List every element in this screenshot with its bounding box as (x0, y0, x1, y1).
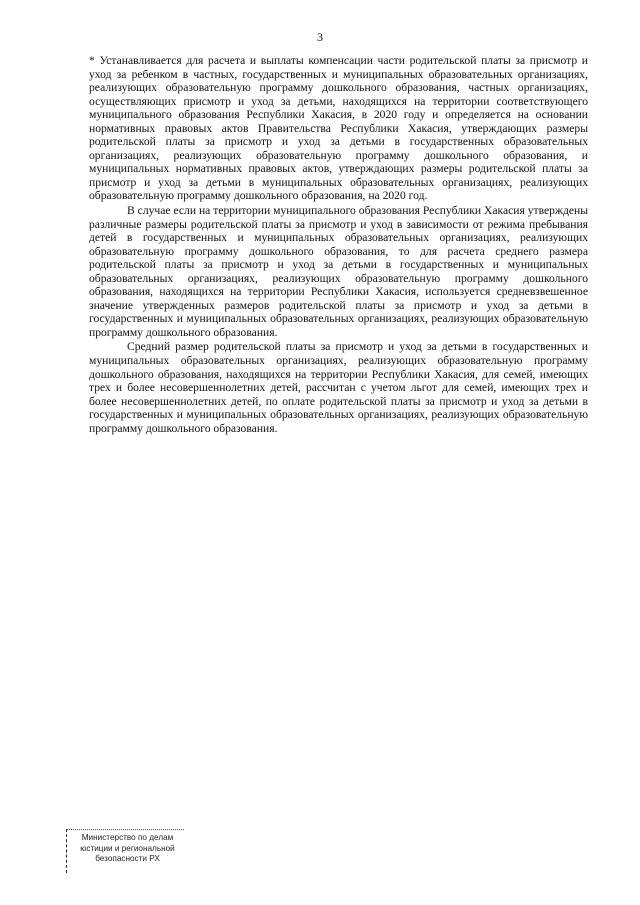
footnote-paragraph: * Устанавливается для расчета и выплаты компенсации части родительской платы за присмотр и уход за ребенком в частных, государственных и муниципальных образовательных организациях, реализующих образовательную программу дошкольного образования, частных организациях, осуществляющих присмотр и уход за детьми, находящихся на территории соответствующего муниципального образования Республики Хакасия, в 2020 году и определяется на основании нормативных правовых актов Правительства Республики Хакасия, утверждающих размеры родительской платы за присмотр и уход за детьми в государственных образовательных организациях, реализующих образовательную программу дошкольного образования, и муниципальных нормативных правовых актов, утверждающих размеры родительской платы за присмотр и уход за детьми в муниципальных образовательных организациях, реализующих образовательную программу дошкольного образования, на 2020 год. (89, 54, 588, 203)
page-number: 3 (317, 30, 323, 44)
document-body (89, 54, 588, 435)
weighted-average-paragraph: В случае если на территории муниципального образования Республики Хакасия утверждены различные размеры родительской платы за присмотр и уход в зависимости от режима пребывания детей в государственных и муниципальных образовательных организациях, реализующих образовательную программу дошкольного образования, то для расчета среднего размера родительской платы за присмотр и уход за детьми в государственных и муниципальных образовательных организациях, реализующих образовательную программу дошкольного образования, находящихся на территории Республики Хакасия, используется средневзвешенное значение утвержденных размеров родительской платы за присмотр и уход за детьми в государственных и муниципальных образовательных организациях, реализующих образовательную программу дошкольного образования. (89, 204, 588, 339)
stamp-line: Министерство по делам (81, 833, 174, 842)
stamp-line: безопасности РХ (95, 854, 160, 863)
stamp-line: юстиции и региональной (80, 843, 175, 853)
large-families-paragraph: Средний размер родительской платы за присмотр и уход за детьми в государственных и муниципальных образовательных организациях, реализующих образовательную программу дошкольного образования, находящихся на территории Республики Хакасия, для семей, имеющих трех и более несовершеннолетних детей, рассчитан с учетом льгот для семей, имеющих трех и более несовершеннолетних детей, по оплате родительской платы за присмотр и уход за детьми в государственных и муниципальных образовательных организациях, реализующих образовательную программу дошкольного образования. (89, 340, 588, 435)
ministry-stamp (66, 829, 184, 873)
